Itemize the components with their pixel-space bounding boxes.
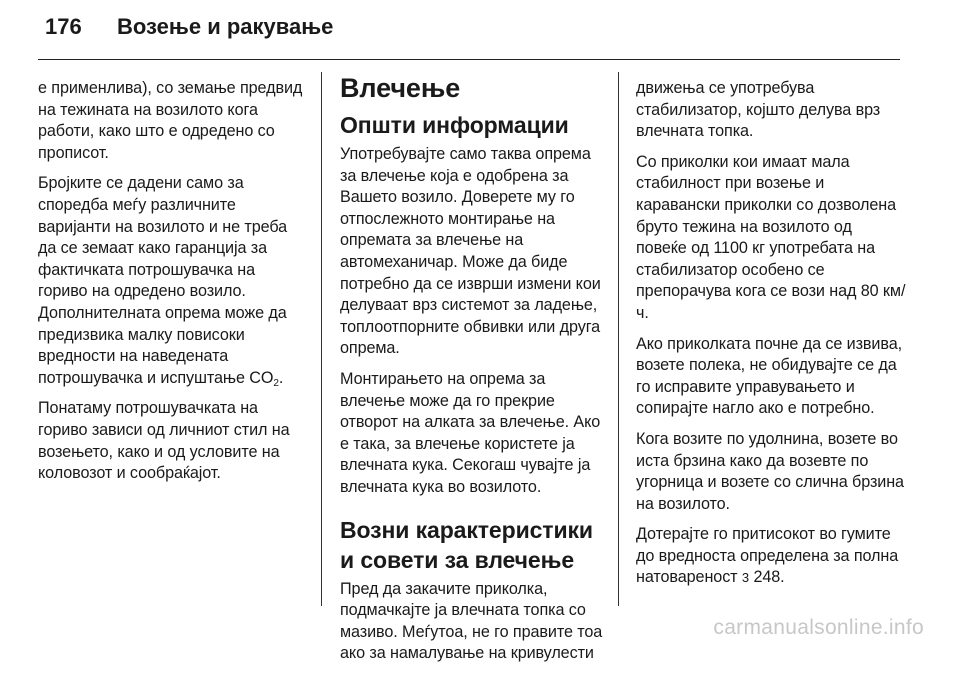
column-1 — [38, 78, 306, 494]
paragraph: движења се употребува стабилизатор, којшто делува врз влечната топка. — [636, 79, 881, 141]
subsection-heading: Општи информации — [340, 112, 569, 138]
paragraph: Со приколки кои имаат мала стабилност при возење и каравански приколки со дозволена бруто тежина на возилото од повеќе од 1100 кг употребата на стабилизатор особено се препорачува кога се вози над 80 км/ч. — [636, 152, 906, 322]
paragraph: Употребувајте само таква опрема за влечење која е одобрена за Вашето возило. Доверете му го отпослежното монтирање на опремата за влечење на автомеханичар. Може да биде потребно да се изврши измени кои делуваат врз системот за ладење, топлоотпорните обвивки или друга опрема. — [340, 145, 601, 358]
paragraph-text: Дотерајте го притисокот во гумите до вредноста определена за полна натовареност — [636, 525, 899, 587]
page-reference[interactable]: 248. — [749, 568, 785, 587]
subscript: 2 — [273, 377, 279, 389]
subsection-heading: Возни карактеристики и совети за влечење — [340, 516, 593, 573]
page-reference-icon: 3 — [741, 570, 750, 586]
paragraph — [38, 173, 306, 389]
paragraph: Понатаму потрошувачката на гориво зависи од личниот стил на возењето, како и од условите на коловозот и сообраќајот. — [38, 399, 290, 483]
paragraph: Ако приколката почне да се извива, возете полека, не обидувајте се да го исправите управувањето и сопирајте нагло ако е потребно. — [636, 334, 902, 418]
page-header — [45, 14, 333, 40]
paragraph: е применлива), со земање предвид на тежината на возилото кога работи, како што е одредено со прописот. — [38, 79, 303, 162]
column-divider — [618, 72, 619, 606]
paragraph-text: Бројките се дадени само за споредба меѓу различните варијанти на возилото и не треба да се земаат како гаранција за фактичката потрошувачка на гориво на одредено возило. Дополнителната опрема може да предизвика малку повисоки вредности на наведената потрошувачка и испуштање CO — [38, 174, 288, 387]
page-number: 176 — [45, 14, 82, 39]
column-divider — [321, 72, 322, 606]
paragraph: Пред да закачите приколка, подмачкајте ја влечната топка со мазиво. Меѓутоа, не го правите тоа ако за намалување на кривулести — [340, 579, 603, 663]
paragraph-end: . — [278, 368, 284, 387]
paragraph: Монтирањето на опрема за влечење може да го прекрие отворот на алката за влечење. Ако е така, за влечење користете ја влечната кука. Секогаш чувајте ја влечната кука во возилото. — [340, 369, 601, 496]
column-2 — [340, 72, 606, 674]
paragraph: Кога возите по удолнина, возете во иста брзина како да возевте по угорница и возете со слична брзина на возилото. — [636, 429, 904, 513]
column-3 — [636, 78, 906, 598]
chapter-title: Возење и ракување — [117, 14, 334, 39]
header-rule — [38, 59, 900, 60]
watermark: carmanualsonline.info — [713, 616, 924, 639]
section-heading: Влечење — [340, 73, 461, 103]
paragraph — [636, 524, 906, 589]
